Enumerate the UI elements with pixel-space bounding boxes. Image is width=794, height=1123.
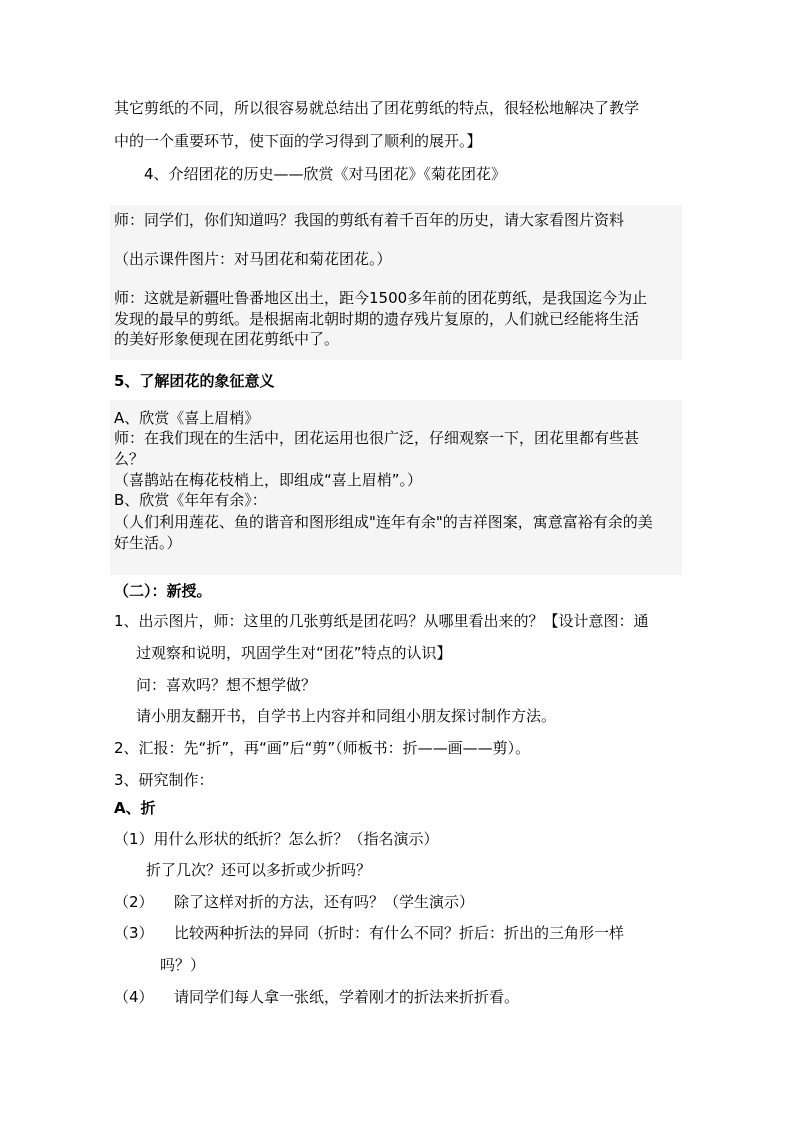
history-teacher-answer-2: 发现的最早的剪纸。是根据南北朝时期的遗存残片复原的，人们就已经能将生活: [114, 310, 640, 328]
intro-line-2: 中的一个重要环节，使下面的学习得到了顺利的展开。】: [114, 132, 482, 150]
symbolism-a-answer: （喜鹊站在梅花枝梢上，即组成“喜上眉梢”。）: [114, 471, 423, 489]
symbolism-a-title: A、欣赏《喜上眉梢》: [114, 409, 260, 427]
history-teacher-answer-3: 的美好形象便现在团花剪纸中了。: [114, 330, 340, 348]
new-lesson-item-1b: 过观察和说明，巩固学生对“团花”特点的认识】: [136, 644, 452, 662]
history-teacher-answer-1: 师：这就是新疆吐鲁番地区出土，距今1500多年前的团花剪纸，是我国迄今为止: [114, 289, 648, 307]
symbolism-heading: 5、了解团花的象征意义: [114, 372, 275, 390]
new-lesson-instruct: 请小朋友翻开书，自学书上内容并和同组小朋友探讨制作方法。: [136, 707, 557, 725]
symbolism-b-answer-2: 好生活。）: [114, 534, 182, 552]
symbolism-a-question-2: 么？: [114, 450, 145, 468]
intro-line-1: 其它剪纸的不同，所以很容易就总结出了团花剪纸的特点，很轻松地解决了教学: [114, 99, 640, 117]
fold-question-1: （1）用什么形状的纸折？怎么折？（指名演示）: [114, 830, 439, 848]
history-teacher-question: 师：同学们，你们知道吗？我国的剪纸有着千百年的历史，请大家看图片资料: [114, 211, 625, 229]
symbolism-a-question-1: 师：在我们现在的生活中，团花运用也很广泛，仔细观察一下，团花里都有些甚: [114, 429, 640, 447]
new-lesson-ask: 问：喜欢吗？想不想学做？: [136, 676, 317, 694]
fold-question-4-number: （4）: [114, 988, 154, 1006]
fold-title: A、折: [114, 799, 156, 817]
fold-question-2: 除了这样对折的方法，还有吗？（学生演示）: [174, 893, 475, 911]
fold-question-2-number: （2）: [114, 893, 154, 911]
symbolism-b-title: B、欣赏《年年有余》：: [114, 491, 267, 509]
new-lesson-item-2: 2、汇报：先“折”，再“画”后“剪”（师板书：折——画——剪）。: [114, 739, 531, 757]
history-heading: 4、介绍团花的历史——欣赏《对马团花》《菊花团花》: [144, 165, 507, 183]
fold-question-3b: 吗？）: [160, 956, 206, 974]
new-lesson-heading: （二）：新授。: [114, 582, 212, 600]
new-lesson-item-3: 3、研究制作：: [114, 771, 214, 789]
fold-question-3: 比较两种折法的异同（折时：有什么不同？折后：折出的三角形一样: [174, 924, 625, 942]
history-courseware-note: （出示课件图片：对马团花和菊花团花。）: [114, 250, 392, 268]
fold-question-1b: 折了几次？还可以多折或少折吗？: [146, 861, 372, 879]
symbolism-b-answer-1: （人们利用莲花、鱼的谐音和图形组成"连年有余"的吉祥图案，寓意富裕有余的美: [114, 513, 653, 531]
fold-question-4: 请同学们每人拿一张纸，学着刚才的折法来折折看。: [174, 988, 520, 1006]
fold-question-3-number: （3）: [114, 924, 154, 942]
new-lesson-item-1a: 1、出示图片，师：这里的几张剪纸是团花吗？从哪里看出来的？【设计意图：通: [114, 612, 649, 630]
